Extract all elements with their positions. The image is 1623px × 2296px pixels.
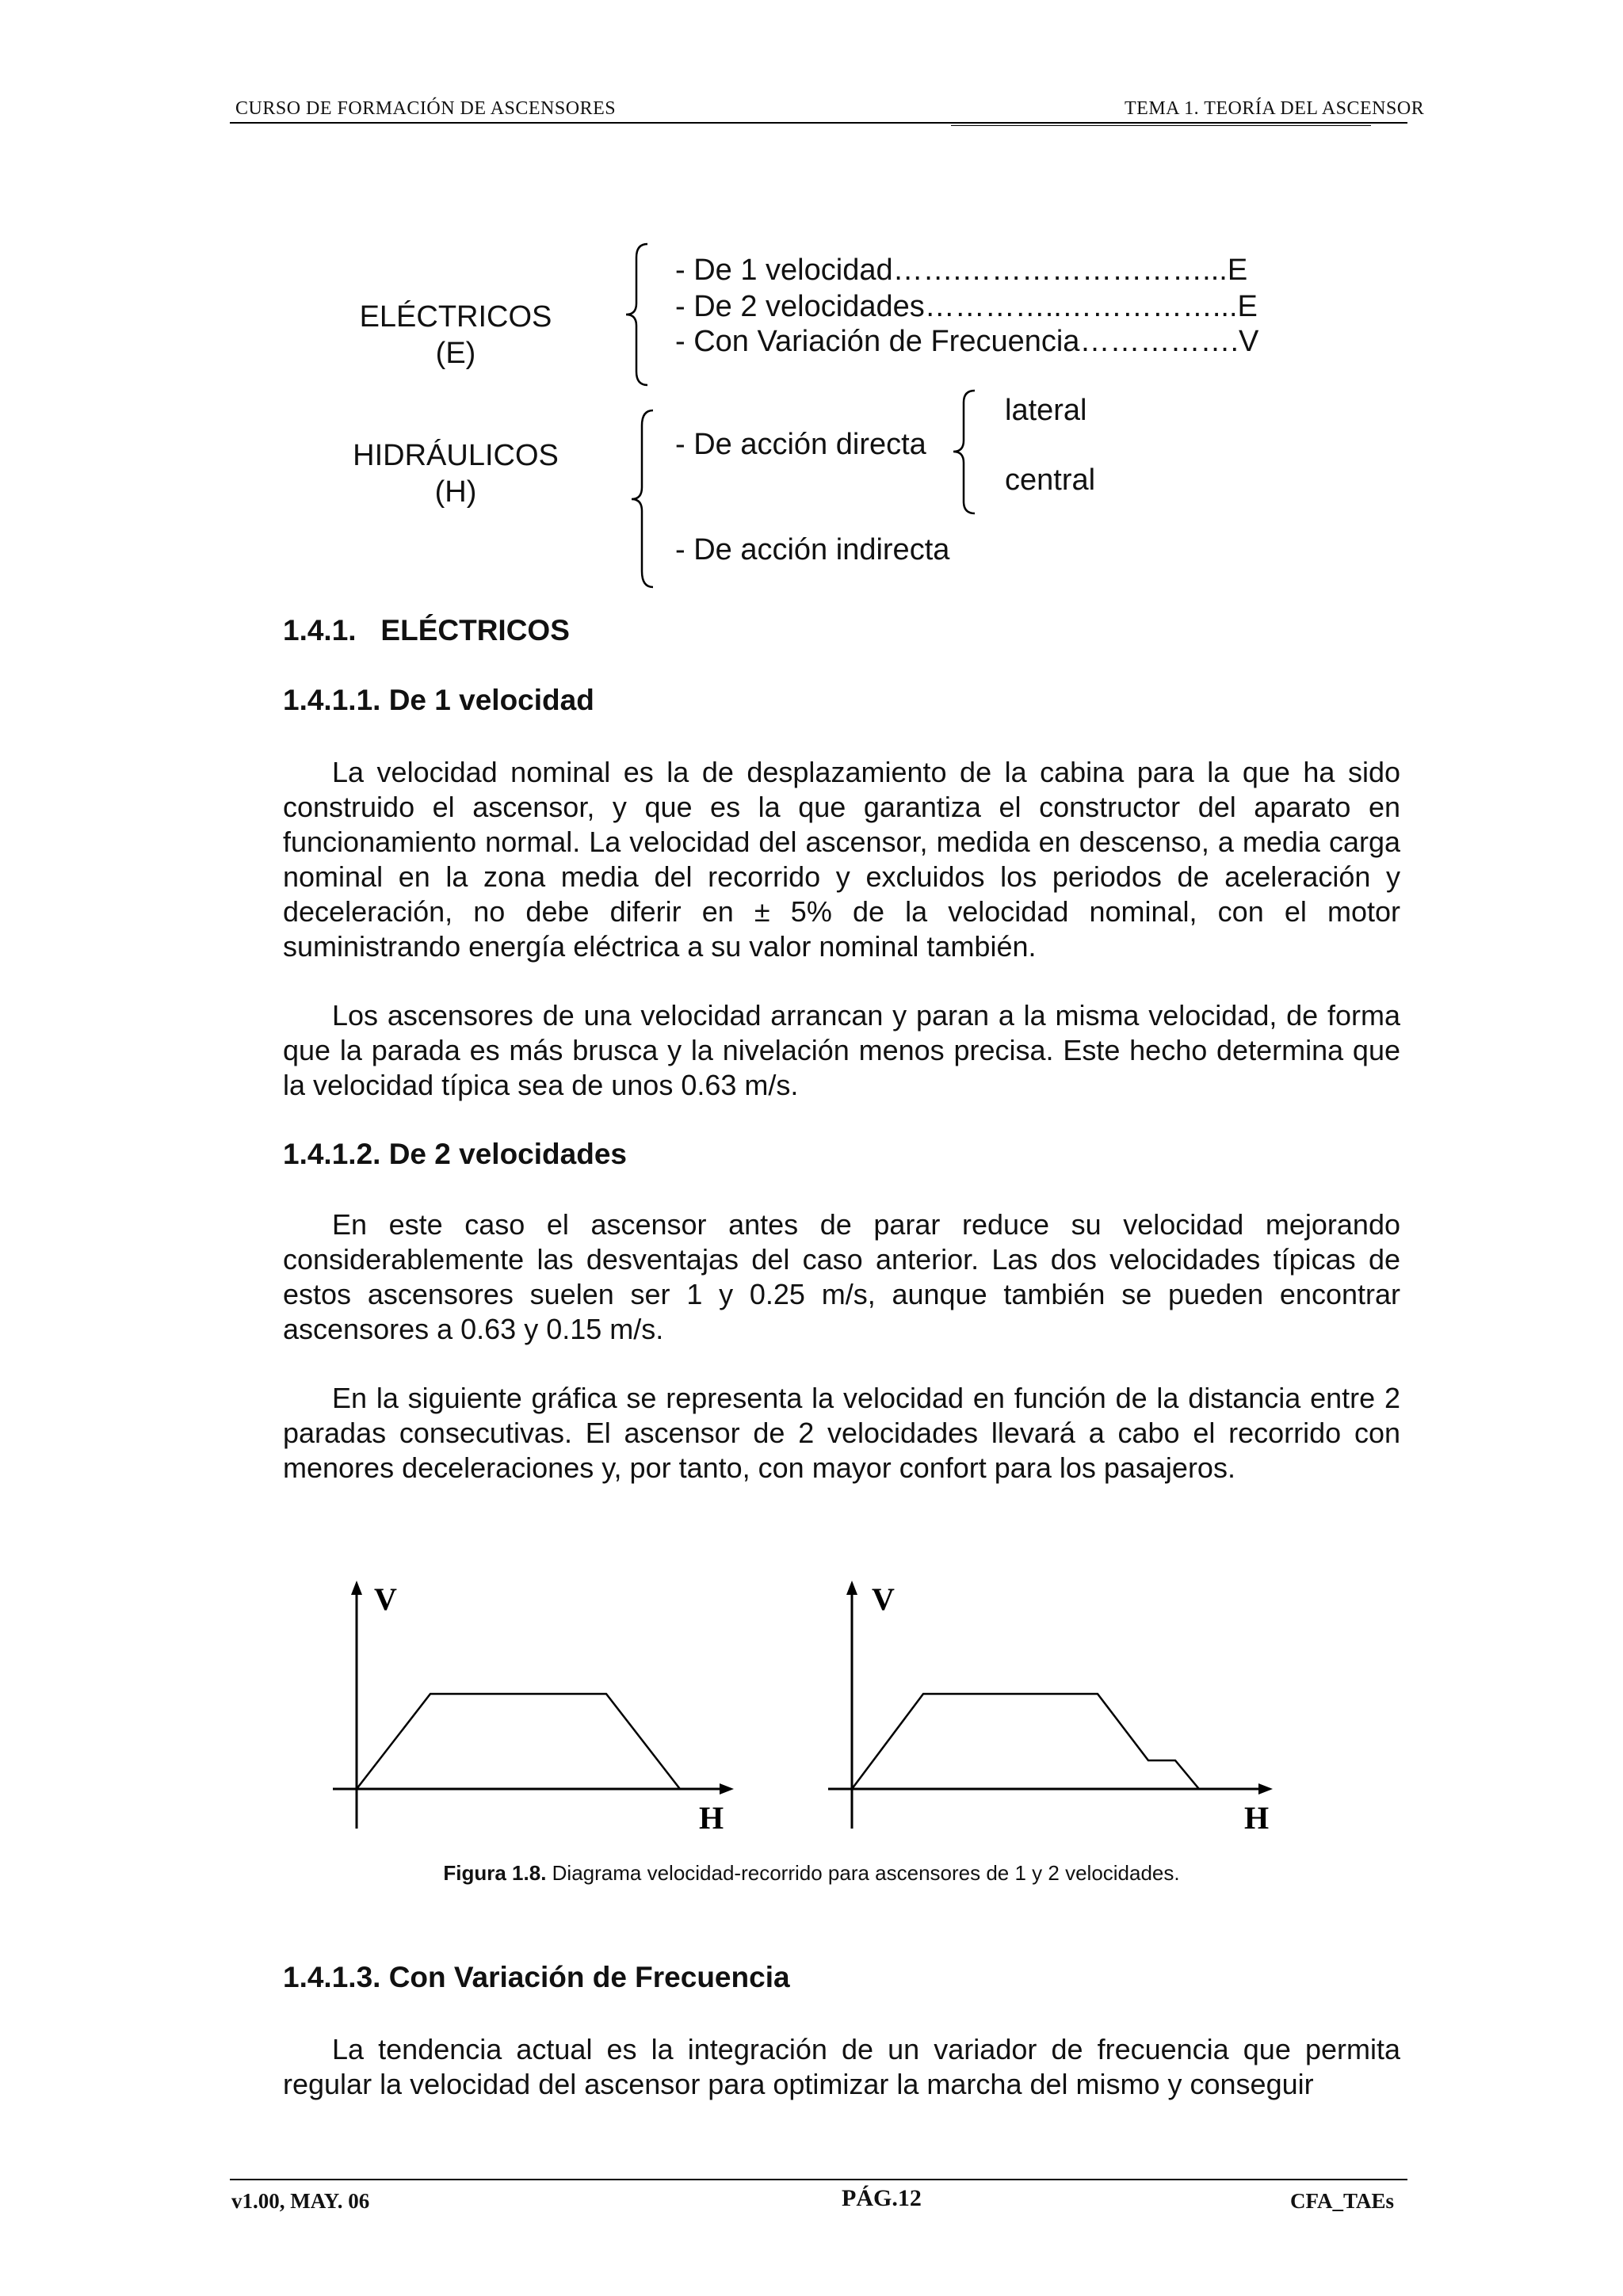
- hidraulicos-directa: - De acción directa: [675, 428, 926, 461]
- figure-diagram-1-velocidad: [325, 1577, 745, 1846]
- left-y-label: V: [374, 1581, 397, 1617]
- left-x-label: H: [699, 1800, 724, 1836]
- footer-page-number: PÁG.12: [842, 2185, 922, 2211]
- figure-caption-text: Diagrama velocidad-recorrido para ascensores de 1 y 2 velocidades.: [546, 1861, 1180, 1885]
- right-x-label: H: [1244, 1800, 1270, 1836]
- class-hidraulicos-label: [337, 437, 575, 510]
- header-course-title: CURSO DE FORMACIÓN DE ASCENSORES: [235, 98, 617, 119]
- brace-electricos: [622, 242, 654, 388]
- left-y-arrow-icon: [351, 1581, 362, 1595]
- footer-version: v1.00, MAY. 06: [231, 2189, 370, 2213]
- figure-caption: [0, 1861, 1623, 1886]
- paragraph-dos-velocidades: En este caso el ascensor antes de parar reduce su velocidad mejorando considerablemente las desventajas del caso anterior. Las dos velocidades típicas de estos ascensores suelen ser 1 y 0.25 m/s, aunque también se pueden encontrar ascensores a 0.63 y 0.15 m/s.: [283, 1208, 1400, 1345]
- heading-1-4-1-2: 1.4.1.2. De 2 velocidades: [283, 1138, 627, 1170]
- header-chapter-title: TEMA 1. TEORÍA DEL ASCENSOR: [1125, 98, 1425, 119]
- right-y-label: V: [872, 1581, 895, 1617]
- paragraph-velocidad-nominal: La velocidad nominal es la de desplazamiento de la cabina para la que ha sido construido el ascensor, y que es la que garantiza el constructor del aparato en funcionamiento normal. La velocidad del ascensor, medida en descenso, a media carga nominal en la zona media del recorrido y excluidos los periodos de aceleración y deceleración, no debe diferir en ± 5% de la velocidad nominal, con el motor suministrando energía eléctrica a su valor nominal también.: [283, 756, 1400, 963]
- right-velocity-profile: [852, 1694, 1199, 1789]
- paragraph-una-velocidad: Los ascensores de una velocidad arrancan y paran a la misma velocidad, de forma que la parada es más brusca y la nivelación menos precisa. Este hecho determina que la velocidad típica sea de unos 0.63 m/s.: [283, 999, 1400, 1101]
- paragraph-grafica: En la siguiente gráfica se representa la velocidad en función de la distancia entre 2 paradas consecutivas. El ascensor de 2 velocidades llevará a cabo el recorrido con menores deceleraciones y, por tanto, con mayor confort para los pasajeros.: [283, 1382, 1400, 1484]
- hidraulicos-indirecta: - De acción indirecta: [675, 533, 950, 566]
- directa-option-central: central: [1005, 463, 1096, 497]
- class-electricos-name: ELÉCTRICOS: [359, 300, 552, 334]
- paragraph-variacion-frecuencia: La tendencia actual es la integración de un variador de frecuencia que permita regular la velocidad del ascensor para optimizar la marcha del mismo y conseguir: [283, 2033, 1400, 2100]
- directa-option-lateral: lateral: [1005, 394, 1087, 427]
- footer-doc-code: CFA_TAEs: [1290, 2189, 1395, 2213]
- header-rule-thin: [951, 125, 1371, 126]
- heading-1-4-1: 1.4.1. ELÉCTRICOS: [283, 614, 570, 646]
- brace-hidraulicos: [628, 408, 659, 590]
- figure-caption-label: Figura 1.8.: [443, 1861, 547, 1885]
- footer-rule: [230, 2179, 1407, 2180]
- left-velocity-profile: [357, 1694, 680, 1789]
- class-electricos-code: (E): [435, 337, 476, 370]
- heading-1-4-1-1: 1.4.1.1. De 1 velocidad: [283, 684, 594, 716]
- class-hidraulicos-name: HIDRÁULICOS: [353, 439, 559, 472]
- electricos-item-2: - De 2 velocidades…………..……………...E: [675, 290, 1258, 323]
- heading-1-4-1-3: 1.4.1.3. Con Variación de Frecuencia: [283, 1961, 790, 1993]
- electricos-item-1: - De 1 velocidad…….……………………...E: [675, 254, 1248, 287]
- left-x-arrow-icon: [720, 1783, 734, 1794]
- right-y-arrow-icon: [846, 1581, 857, 1595]
- class-electricos-label: [337, 299, 575, 372]
- class-hidraulicos-code: (H): [434, 475, 477, 509]
- electricos-item-3: - Con Variación de Frecuencia…………….V: [675, 325, 1259, 358]
- right-x-arrow-icon: [1258, 1783, 1273, 1794]
- figure-diagram-2-velocidades: [820, 1577, 1312, 1846]
- brace-directa: [949, 388, 981, 517]
- header-rule: [230, 122, 1407, 124]
